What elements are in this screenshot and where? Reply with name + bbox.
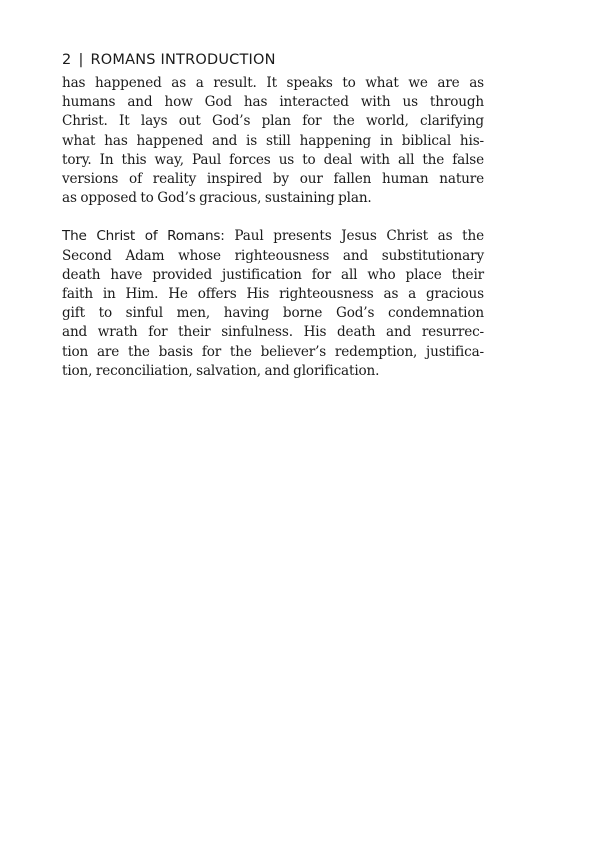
body-paragraph-2 <box>62 227 484 381</box>
section-label: The Christ of Romans: <box>62 228 225 245</box>
text-line: versions of reality inspired by our fallen human nature <box>62 171 484 188</box>
text-line: tion are the basis for the believer’s redemption, justifica- <box>62 343 484 360</box>
text-line: as opposed to God’s gracious, sustaining plan. <box>62 190 372 207</box>
text-line: gift to sinful men, having borne God’s condemnation <box>62 305 484 322</box>
text-line: and wrath for their sinfulness. His death and resurrec- <box>62 324 484 341</box>
page-content <box>62 50 484 381</box>
running-header <box>62 50 484 70</box>
page-number: 2 <box>62 52 72 68</box>
text-line: Christ. It lays out God’s plan for the world, clarifying <box>62 113 484 130</box>
text-line: has happened as a result. It speaks to what we are as <box>62 75 484 91</box>
text-line: tory. In this way, Paul forces us to deal with all the false <box>62 151 484 168</box>
text-line: humans and how God has interacted with us through <box>62 94 484 111</box>
text-line: what has happened and is still happening in biblical his- <box>62 132 484 149</box>
text-line-rest: Paul presents Jesus Christ as the <box>234 228 484 245</box>
text-line: faith in Him. He offers His righteousness as a gracious <box>62 286 484 303</box>
body-paragraph-1 <box>62 74 484 208</box>
header-separator: | <box>78 52 84 68</box>
text-line: death have provided justification for all who place their <box>62 266 484 283</box>
text-line-with-label <box>62 227 484 246</box>
text-line: tion, reconciliation, salvation, and glorification. <box>62 362 380 379</box>
paragraph-gap <box>62 208 484 227</box>
text-line: Second Adam whose righteousness and substitutionary <box>62 247 484 264</box>
section-title: ROMANS INTRODUCTION <box>90 52 276 68</box>
